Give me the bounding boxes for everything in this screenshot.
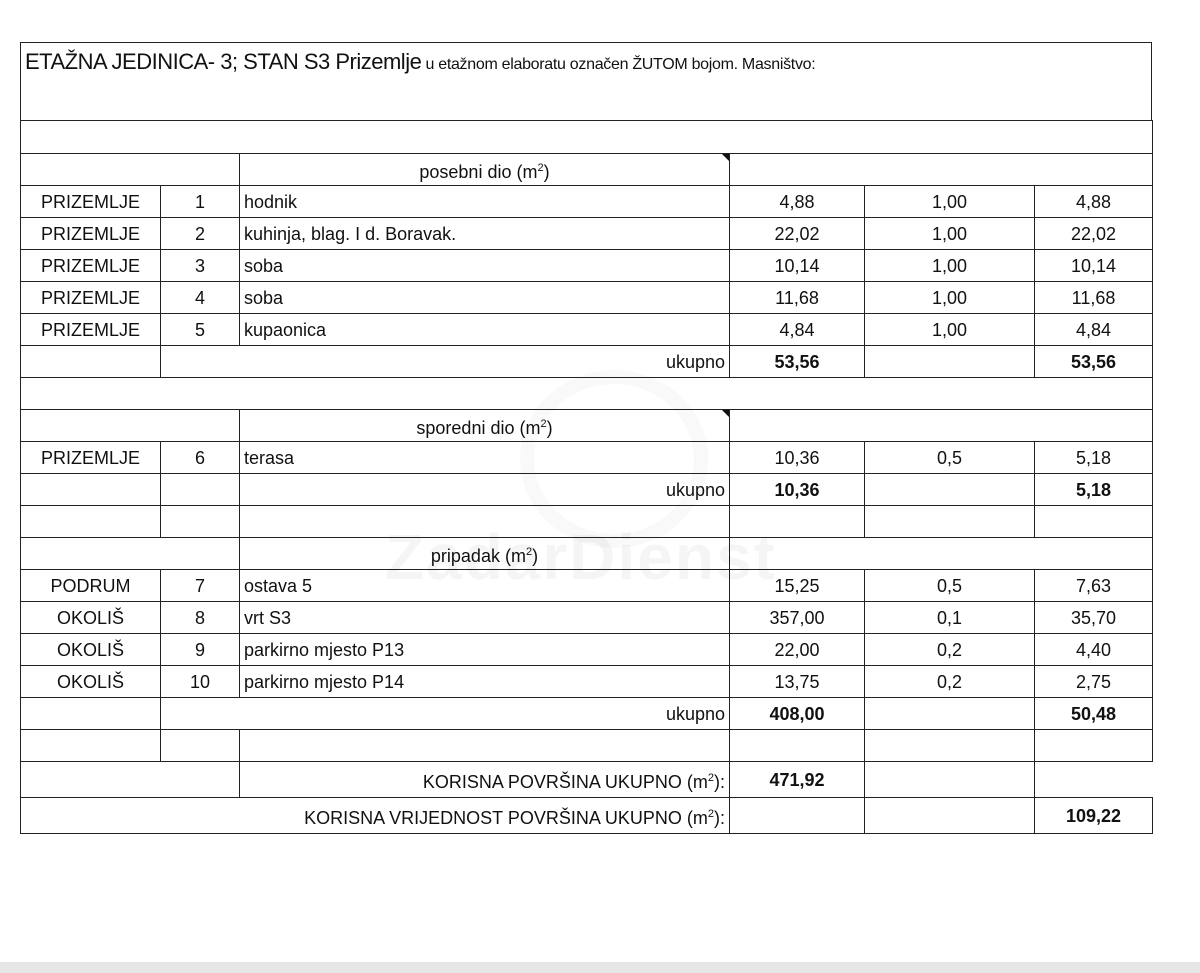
cell-area: 11,68	[730, 282, 865, 314]
cell-number: 10	[161, 666, 240, 698]
cell-location: OKOLIŠ	[21, 634, 161, 666]
cell-coefficient: 0,2	[865, 666, 1035, 698]
cell-area: 22,00	[730, 634, 865, 666]
cell-room: kuhinja, blag. I d. Boravak.	[240, 218, 730, 250]
spacer-row	[21, 506, 1153, 538]
cell-room: soba	[240, 250, 730, 282]
cell-room: kupaonica	[240, 314, 730, 346]
cell-location: PRIZEMLJE	[21, 282, 161, 314]
table-row	[21, 186, 1153, 218]
cell-location: PRIZEMLJE	[21, 218, 161, 250]
spacer-row	[21, 378, 1153, 410]
cell-number: 7	[161, 570, 240, 602]
table-row	[21, 666, 1153, 698]
cell-coefficient: 1,00	[865, 282, 1035, 314]
cell-coefficient: 1,00	[865, 186, 1035, 218]
cell-room: terasa	[240, 442, 730, 474]
total-area: 53,56	[730, 346, 865, 378]
vrijednost-label: KORISNA VRIJEDNOST POVRŠINA UKUPNO $(m^2)$:	[21, 798, 730, 834]
cell-value: 10,14	[1035, 250, 1153, 282]
cell-number: 2	[161, 218, 240, 250]
cell-location: PRIZEMLJE	[21, 442, 161, 474]
total-row	[21, 698, 1153, 730]
cell-room: vrt S3	[240, 602, 730, 634]
cell-area: 13,75	[730, 666, 865, 698]
cell-area: 10,36	[730, 442, 865, 474]
total-value: 5,18	[1035, 474, 1153, 506]
section-header-row	[21, 154, 1153, 186]
table-row	[21, 442, 1153, 474]
summary-row-vrijednost	[21, 798, 1153, 834]
vrijednost-value: 109,22	[1035, 798, 1153, 834]
cell-number: 5	[161, 314, 240, 346]
section-header-row	[21, 538, 1153, 570]
korisna-value: 471,92	[730, 762, 865, 798]
document-title	[25, 49, 815, 75]
spacer-row	[21, 730, 1153, 762]
cell-area: 4,84	[730, 314, 865, 346]
cell-location: PRIZEMLJE	[21, 250, 161, 282]
cell-value: 2,75	[1035, 666, 1153, 698]
cell-number: 9	[161, 634, 240, 666]
table-row	[21, 634, 1153, 666]
cell-coefficient: 0,2	[865, 634, 1035, 666]
cell-number: 3	[161, 250, 240, 282]
table-row	[21, 218, 1153, 250]
cell-number: 8	[161, 602, 240, 634]
summary-row-korisna	[21, 762, 1153, 798]
section-header-sporedni: sporedni dio $(m^2)$	[240, 410, 730, 442]
cell-room: ostava 5	[240, 570, 730, 602]
cell-area: 15,25	[730, 570, 865, 602]
spacer-row	[21, 121, 1153, 154]
section-header-pripadak: pripadak $(m^2)$	[240, 538, 730, 570]
cell-coefficient: 0,5	[865, 570, 1035, 602]
cell-value: 4,84	[1035, 314, 1153, 346]
cell-number: 1	[161, 186, 240, 218]
total-value: 53,56	[1035, 346, 1153, 378]
cell-area: 357,00	[730, 602, 865, 634]
korisna-label: KORISNA POVRŠINA UKUPNO $(m^2)$:	[240, 762, 730, 798]
total-area: 408,00	[730, 698, 865, 730]
table-row	[21, 250, 1153, 282]
cell-number: 6	[161, 442, 240, 474]
table-row	[21, 314, 1153, 346]
section-header-row	[21, 410, 1153, 442]
cell-value: 4,88	[1035, 186, 1153, 218]
cell-room: parkirno mjesto P13	[240, 634, 730, 666]
title-main: ETAŽNA JEDINICA- 3; STAN S3 Prizemlje	[25, 49, 422, 74]
total-label: ukupno	[240, 474, 730, 506]
cell-value: 7,63	[1035, 570, 1153, 602]
cell-value: 5,18	[1035, 442, 1153, 474]
cell-location: OKOLIŠ	[21, 602, 161, 634]
area-table	[20, 120, 1153, 834]
cell-coefficient: 0,5	[865, 442, 1035, 474]
total-row	[21, 346, 1153, 378]
cell-location: PRIZEMLJE	[21, 186, 161, 218]
total-label: ukupno	[161, 698, 730, 730]
cell-area: 10,14	[730, 250, 865, 282]
cell-value: 11,68	[1035, 282, 1153, 314]
table-row	[21, 602, 1153, 634]
cell-value: 4,40	[1035, 634, 1153, 666]
cell-number: 4	[161, 282, 240, 314]
cell-coefficient: 1,00	[865, 314, 1035, 346]
section-header-posebni: posebni dio $(m^2)$	[240, 154, 730, 186]
title-subtitle: u etažnom elaboratu označen ŽUTOM bojom. Masništvo:	[421, 56, 816, 73]
total-area: 10,36	[730, 474, 865, 506]
cell-room: parkirno mjesto P14	[240, 666, 730, 698]
cell-location: PRIZEMLJE	[21, 314, 161, 346]
cell-coefficient: 1,00	[865, 218, 1035, 250]
cell-location: PODRUM	[21, 570, 161, 602]
cell-area: 4,88	[730, 186, 865, 218]
table-row	[21, 282, 1153, 314]
total-label: ukupno	[161, 346, 730, 378]
cell-area: 22,02	[730, 218, 865, 250]
cell-room: hodnik	[240, 186, 730, 218]
table-row	[21, 570, 1153, 602]
cell-value: 35,70	[1035, 602, 1153, 634]
cell-value: 22,02	[1035, 218, 1153, 250]
total-value: 50,48	[1035, 698, 1153, 730]
cell-coefficient: 1,00	[865, 250, 1035, 282]
page-bottom-strip	[0, 962, 1200, 973]
total-row	[21, 474, 1153, 506]
cell-room: soba	[240, 282, 730, 314]
document-title-box	[20, 42, 1152, 120]
cell-location: OKOLIŠ	[21, 666, 161, 698]
cell-coefficient: 0,1	[865, 602, 1035, 634]
